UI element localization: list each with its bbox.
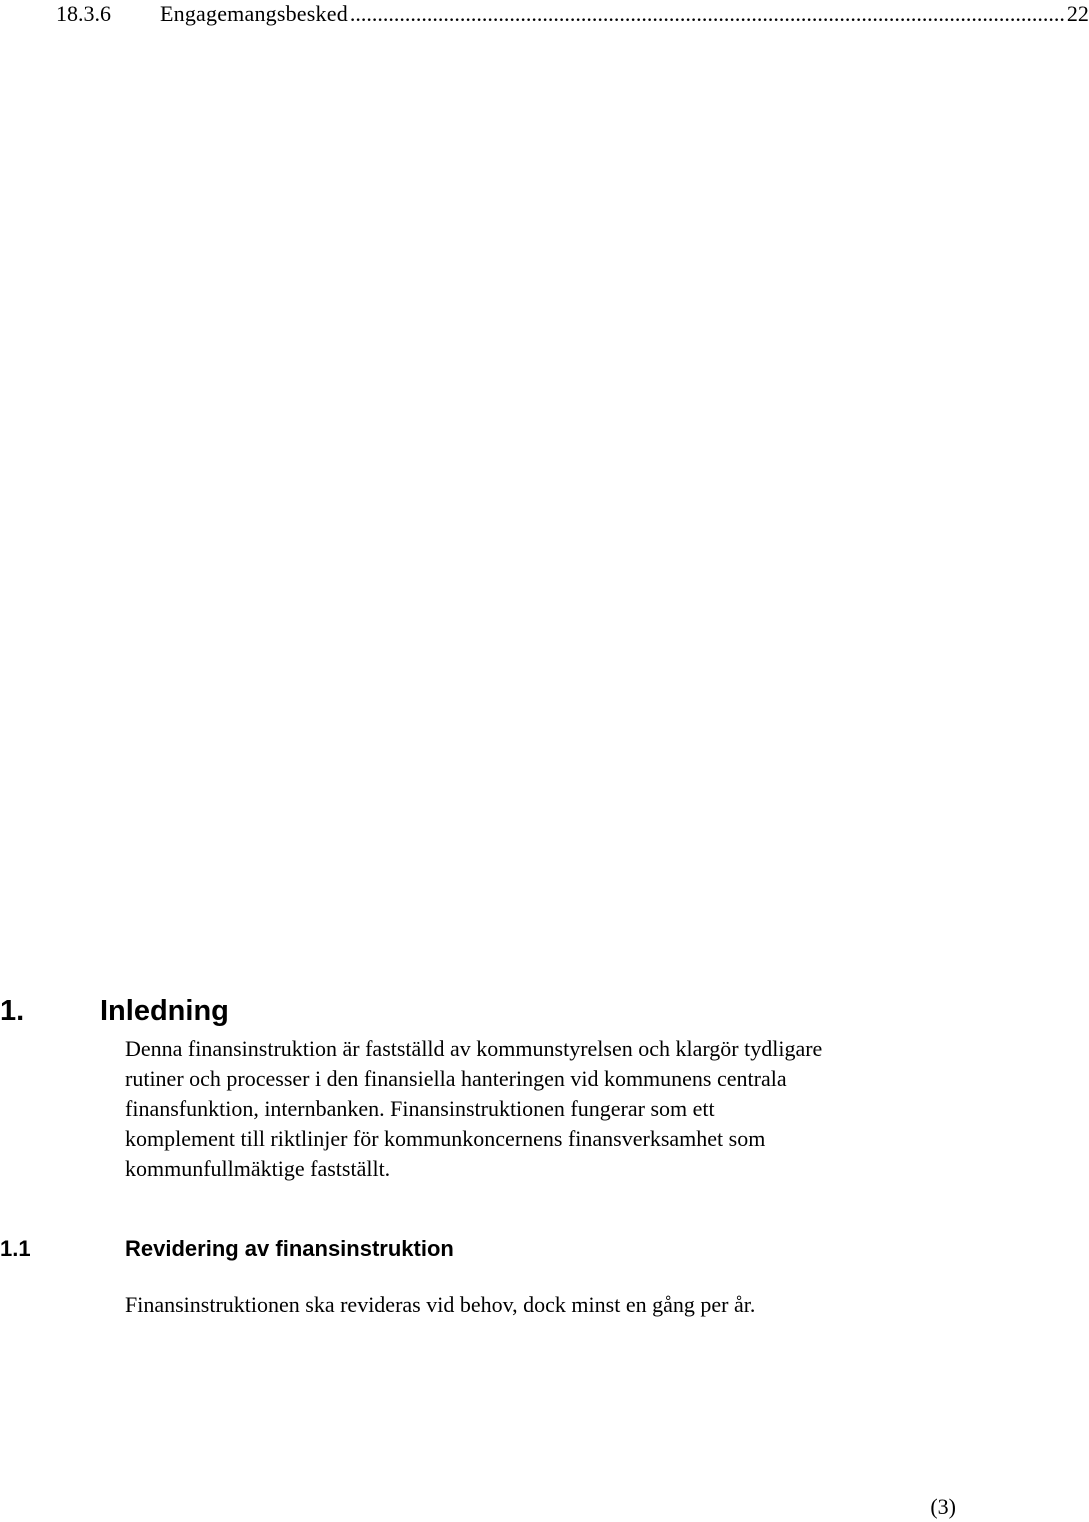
section-heading-inledning — [0, 993, 229, 1029]
subsection-number: 1.1 — [0, 1236, 31, 1261]
subsection-title: Revidering av finansinstruktion — [125, 1236, 454, 1261]
page-number: (3) — [930, 1494, 956, 1519]
toc-entry[interactable] — [56, 0, 1089, 28]
toc-entry-number: 18.3.6 — [56, 1, 111, 26]
paragraph-line: komplement till riktlinjer för kommunkoncernens finansverksamhet som — [125, 1126, 766, 1151]
paragraph-line: Finansinstruktionen ska revideras vid behov, dock minst en gång per år. — [125, 1292, 756, 1317]
paragraph-line: Denna finansinstruktion är fastställd av kommunstyrelsen och klargör tydligare — [125, 1036, 823, 1061]
toc-entry-title: Engagemangsbesked — [160, 1, 348, 26]
paragraph-line: rutiner och processer i den finansiella hanteringen vid kommunens centrala — [125, 1066, 787, 1091]
intro-paragraph — [125, 1034, 925, 1184]
revision-paragraph — [125, 1290, 925, 1320]
subsection-heading-revidering — [0, 1234, 454, 1264]
section-number: 1. — [0, 995, 25, 1027]
toc-dot-leader: .................................................................................................................................. — [349, 1, 1065, 26]
section-title: Inledning — [100, 995, 229, 1027]
paragraph-line: finansfunktion, internbanken. Finansinstruktionen fungerar som ett — [125, 1096, 715, 1121]
paragraph-line: kommunfullmäktige fastställt. — [125, 1156, 391, 1181]
toc-entry-page: 22 — [1066, 1, 1089, 26]
